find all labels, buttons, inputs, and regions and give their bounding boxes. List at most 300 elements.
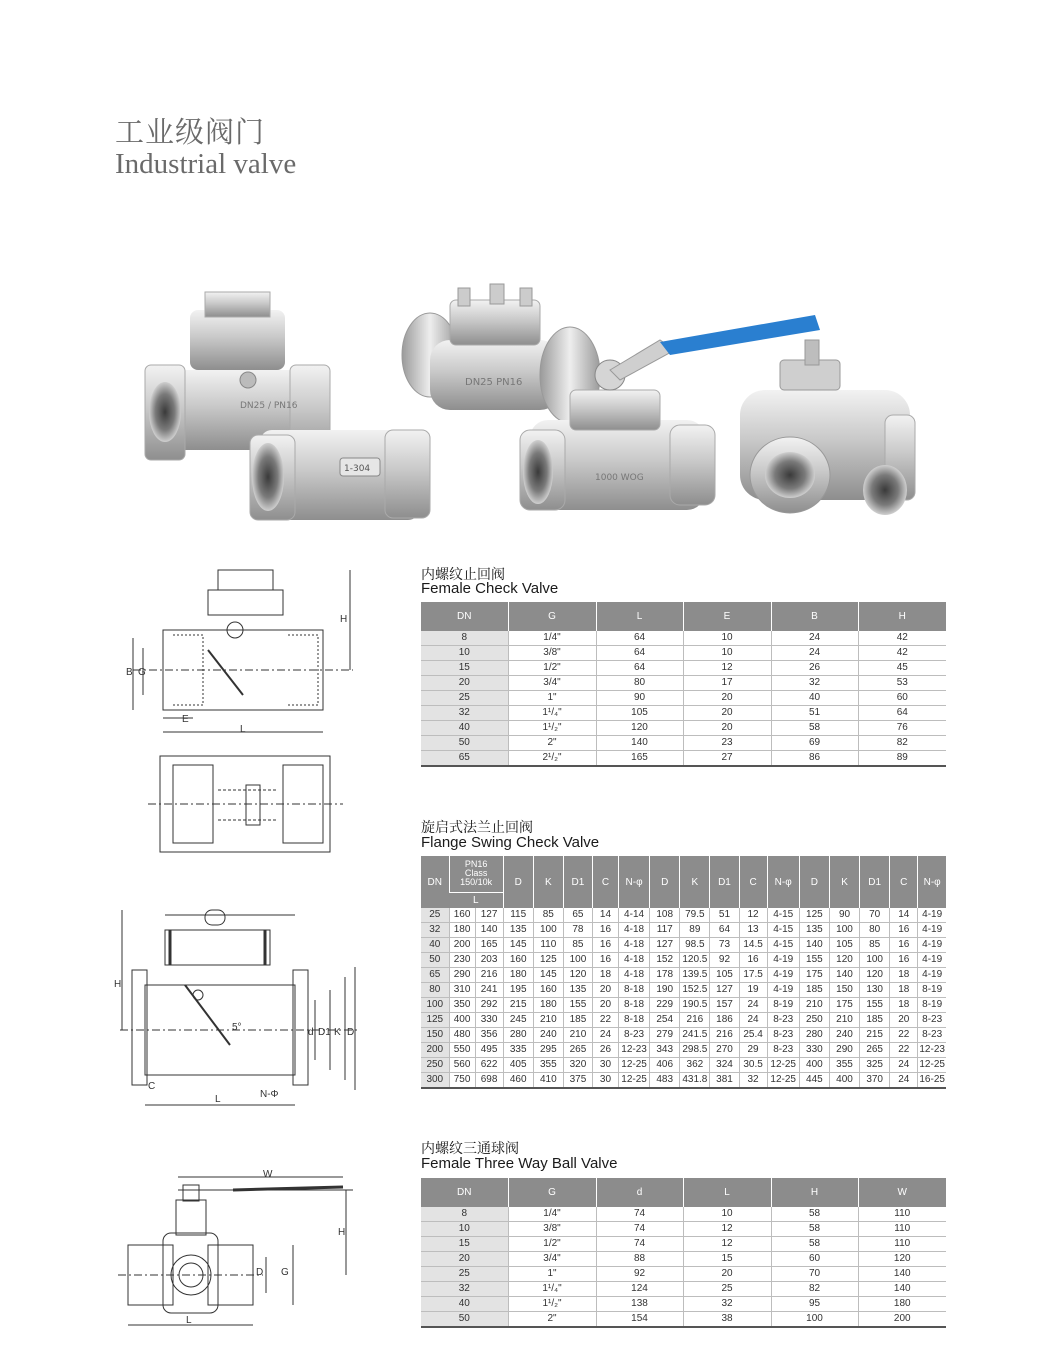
flange-check-cell: 115 [503, 908, 533, 923]
flange-check-cell: 65 [421, 968, 449, 983]
flange-check-cell: 8-23 [918, 1013, 946, 1028]
flange-check-cell: 51 [710, 908, 739, 923]
flange-check-cell: 110 [533, 938, 563, 953]
female-check-cell: 15 [421, 661, 508, 676]
flange-check-cell: 325 [860, 1058, 890, 1073]
flange-check-cell: 550 [449, 1043, 475, 1058]
flange-check-cell: 8-23 [767, 1013, 799, 1028]
flange-check-cell: 127 [650, 938, 680, 953]
female-check-cell: 1¹/₂" [508, 721, 596, 736]
flange-check-cell: 229 [650, 998, 680, 1013]
flange-check-cell: 8-18 [618, 983, 649, 998]
flange-check-cell: 295 [533, 1043, 563, 1058]
female-check-cell: 69 [771, 736, 858, 751]
flange-header-4: N-φ [618, 856, 649, 908]
flange-check-cell: 16 [592, 953, 618, 968]
flange-check-cell: 100 [563, 953, 592, 968]
flange-check-cell: 216 [710, 1028, 739, 1043]
three-way-cell: 1¹/₄" [508, 1282, 596, 1297]
flange-check-cell: 12-25 [618, 1058, 649, 1073]
three-way-cell: 25 [683, 1282, 771, 1297]
flange-check-cell: 80 [860, 923, 890, 938]
flange-check-dim-c: C [148, 1081, 156, 1092]
female_check-header-5: H [858, 602, 946, 631]
female-check-cell: 10 [683, 646, 771, 661]
flange-check-cell: 120 [860, 968, 890, 983]
three-way-cell: 138 [596, 1297, 683, 1312]
page-title-cn: 工业级阀门 [115, 115, 266, 149]
flange-header-class [449, 856, 503, 892]
table-row [421, 691, 946, 706]
flange-check-dim-d-outer: D [347, 1027, 355, 1038]
flange-check-cell: 105 [710, 968, 739, 983]
flange-check-dim-angle: 5° [232, 1022, 242, 1033]
female-check-cell: 53 [858, 676, 946, 691]
flange-check-cell: 26 [592, 1043, 618, 1058]
flange-check-cell: 320 [563, 1058, 592, 1073]
flange-check-cell: 120 [563, 968, 592, 983]
table-row [421, 646, 946, 661]
female-check-cell: 42 [858, 646, 946, 661]
flange-header-l: L [449, 892, 503, 908]
table-row [421, 1297, 946, 1312]
table-row [421, 1073, 946, 1089]
flange-check-cell: 85 [860, 938, 890, 953]
table-row [421, 1252, 946, 1267]
female-check-cell: 32 [421, 706, 508, 721]
three_way-header-0: DN [421, 1178, 508, 1207]
flange-check-cell: 335 [503, 1043, 533, 1058]
table-row [421, 923, 946, 938]
flange-check-cell: 190 [650, 983, 680, 998]
female-check-cell: 64 [858, 706, 946, 721]
flange-check-title-en: Flange Swing Check Valve [421, 834, 600, 851]
flange-check-cell: 20 [890, 1013, 918, 1028]
flange-check-cell: 157 [710, 998, 739, 1013]
flange-check-cell: 8-19 [918, 998, 946, 1013]
female-check-cell: 90 [596, 691, 683, 706]
female-check-cell: 17 [683, 676, 771, 691]
flange-check-cell: 185 [860, 1013, 890, 1028]
flange-check-cell: 355 [829, 1058, 859, 1073]
flange-check-cell: 125 [799, 908, 829, 923]
flange-check-cell: 190.5 [680, 998, 710, 1013]
female-check-cell: 105 [596, 706, 683, 721]
flange-check-cell: 139.5 [680, 968, 710, 983]
female-check-cell: 3/4" [508, 676, 596, 691]
flange-check-cell: 18 [890, 998, 918, 1013]
flange-check-cell: 300 [421, 1073, 449, 1089]
flange-check-cell: 4-19 [767, 983, 799, 998]
table-row [421, 631, 946, 646]
female-check-cell: 86 [771, 751, 858, 767]
flange-check-cell: 22 [890, 1028, 918, 1043]
female-check-cell: 64 [596, 631, 683, 646]
flange-check-cell: 400 [829, 1073, 859, 1089]
three-way-cell: 88 [596, 1252, 683, 1267]
ball-valve-marking: 1000 WOG [595, 473, 644, 483]
flange-check-cell: 180 [449, 923, 475, 938]
three-way-drawing [118, 1165, 358, 1330]
flange-check-cell: 175 [829, 998, 859, 1013]
flange-check-cell: 16 [592, 938, 618, 953]
flange-check-cell: 18 [592, 968, 618, 983]
flange-check-cell: 4-19 [918, 953, 946, 968]
flange-check-cell: 270 [710, 1043, 739, 1058]
three-way-cell: 1" [508, 1267, 596, 1282]
flange-check-cell: 200 [449, 938, 475, 953]
flange-check-cell: 100 [533, 923, 563, 938]
flange-check-cell: 85 [563, 938, 592, 953]
page-title-en: Industrial valve [115, 148, 297, 180]
flange-header-class-bot: 150/10k [460, 877, 493, 888]
flange-check-cell: 290 [449, 968, 475, 983]
female-check-cell: 42 [858, 631, 946, 646]
flange-check-cell: 30.5 [739, 1058, 767, 1073]
three-way-cell: 110 [858, 1222, 946, 1237]
flange-header-class-top: PN16 [464, 859, 488, 870]
table-row [421, 751, 946, 767]
flange-check-cell: 73 [710, 938, 739, 953]
female-check-dim-l: L [240, 724, 246, 735]
flange-check-cell: 24 [592, 1028, 618, 1043]
female_check-header-4: B [771, 602, 858, 631]
three-way-cell: 25 [421, 1267, 508, 1282]
flange-check-cell: 330 [475, 1013, 503, 1028]
female-check-drawing [118, 560, 368, 860]
flange-check-cell: 8-19 [767, 998, 799, 1013]
flange-check-cell: 108 [650, 908, 680, 923]
flange-check-cell: 4-19 [918, 908, 946, 923]
flange-check-cell: 495 [475, 1043, 503, 1058]
flange-header-12: D1 [860, 856, 890, 908]
flange-check-cell: 18 [890, 968, 918, 983]
female-check-dim-g: G [138, 667, 146, 678]
flange-check-cell: 406 [650, 1058, 680, 1073]
three-way-cell: 58 [771, 1207, 858, 1222]
flange-header-7: D1 [710, 856, 739, 908]
flange-check-cell: 4-19 [767, 968, 799, 983]
flange-check-cell: 12-23 [618, 1043, 649, 1058]
flange-check-cell: 405 [503, 1058, 533, 1073]
three-way-cell: 20 [683, 1267, 771, 1282]
female-check-cell: 1" [508, 691, 596, 706]
female-check-cell: 40 [421, 721, 508, 736]
three-way-cell: 12 [683, 1237, 771, 1252]
flange-check-cell: 330 [799, 1043, 829, 1058]
flange-check-cell: 298.5 [680, 1043, 710, 1058]
flange-check-cell: 362 [680, 1058, 710, 1073]
flange-check-cell: 89 [680, 923, 710, 938]
three_way-header-3: L [683, 1178, 771, 1207]
flange-check-cell: 22 [890, 1043, 918, 1058]
flange-check-cell: 24 [890, 1058, 918, 1073]
flange-check-cell: 254 [650, 1013, 680, 1028]
table-row [421, 661, 946, 676]
flange-check-cell: 24 [739, 998, 767, 1013]
female_check-header-3: E [683, 602, 771, 631]
female-check-cell: 1¹/₄" [508, 706, 596, 721]
flange-check-cell: 25.4 [739, 1028, 767, 1043]
flange-check-cell: 29 [739, 1043, 767, 1058]
three-way-title-cn: 内螺纹三通球阀 [421, 1141, 519, 1157]
female-check-cell: 23 [683, 736, 771, 751]
three_way-header-1: G [508, 1178, 596, 1207]
flange-check-cell: 145 [503, 938, 533, 953]
flange-header-10: D [799, 856, 829, 908]
flange-check-cell: 40 [421, 938, 449, 953]
flange-check-cell: 4-18 [618, 953, 649, 968]
flange-check-cell: 24 [739, 1013, 767, 1028]
female-check-dim-h: H [340, 614, 348, 625]
flange-check-cell: 240 [533, 1028, 563, 1043]
flange-check-cell: 140 [475, 923, 503, 938]
three-way-cell: 140 [858, 1267, 946, 1282]
three-way-table [421, 1178, 946, 1328]
three-way-dim-g: G [281, 1267, 289, 1278]
female-check-cell: 25 [421, 691, 508, 706]
flange-check-cell: 245 [503, 1013, 533, 1028]
female-check-cell: 20 [683, 691, 771, 706]
table-row [421, 1267, 946, 1282]
flange-check-cell: 125 [421, 1013, 449, 1028]
three-way-cell: 1/2" [508, 1237, 596, 1252]
female-check-cell: 10 [421, 646, 508, 661]
flange-check-cell: 250 [421, 1058, 449, 1073]
flange-check-cell: 16 [592, 923, 618, 938]
flange-check-cell: 280 [503, 1028, 533, 1043]
female_check-header-1: G [508, 602, 596, 631]
three-way-cell: 3/4" [508, 1252, 596, 1267]
table-row [421, 721, 946, 736]
flange-check-cell: 250 [799, 1013, 829, 1028]
flange-check-cell: 290 [829, 1043, 859, 1058]
flange-header-9: N-φ [767, 856, 799, 908]
flange-header-14: N-φ [918, 856, 946, 908]
flange-check-cell: 215 [860, 1028, 890, 1043]
flange-check-cell: 4-18 [618, 968, 649, 983]
flange-check-cell: 117 [650, 923, 680, 938]
female-check-title-cn: 内螺纹止回阀 [421, 567, 505, 583]
flange-check-cell: 279 [650, 1028, 680, 1043]
inline-check-valve-photo [250, 430, 430, 520]
flange-check-cell: 160 [449, 908, 475, 923]
flange-check-dim-k: K [334, 1027, 341, 1038]
table-row [421, 676, 946, 691]
flange-check-cell: 324 [710, 1058, 739, 1073]
flange-check-cell: 445 [799, 1073, 829, 1089]
flange-check-cell: 16 [739, 953, 767, 968]
flange-check-cell: 79.5 [680, 908, 710, 923]
flange-check-cell: 4-15 [767, 938, 799, 953]
flange-check-cell: 140 [829, 968, 859, 983]
flange-check-cell: 8-19 [918, 983, 946, 998]
flange-check-cell: 16-25 [918, 1073, 946, 1089]
flange-check-marking: DN25 PN16 [465, 377, 523, 388]
flange-header-5: D [650, 856, 680, 908]
table-row [421, 1222, 946, 1237]
flange-check-cell: 135 [503, 923, 533, 938]
flange-check-cell: 175 [799, 968, 829, 983]
flange-check-cell: 178 [650, 968, 680, 983]
flange-header-0: D [503, 856, 533, 908]
three-way-cell: 50 [421, 1312, 508, 1328]
flange-check-cell: 12 [739, 908, 767, 923]
flange-check-table [421, 856, 946, 1089]
three-way-cell: 12 [683, 1222, 771, 1237]
flange-check-cell: 92 [710, 953, 739, 968]
three-way-cell: 140 [858, 1282, 946, 1297]
three_way-header-5: W [858, 1178, 946, 1207]
flange-check-cell: 241.5 [680, 1028, 710, 1043]
flange-check-cell: 135 [563, 983, 592, 998]
table-row [421, 938, 946, 953]
three-way-cell: 74 [596, 1207, 683, 1222]
flange-check-cell: 32 [739, 1073, 767, 1089]
female-check-cell: 20 [421, 676, 508, 691]
three-way-cell: 32 [683, 1297, 771, 1312]
table-row [421, 1013, 946, 1028]
table-row [421, 1043, 946, 1058]
flange-check-cell: 292 [475, 998, 503, 1013]
flange-check-cell: 185 [563, 1013, 592, 1028]
female-check-cell: 50 [421, 736, 508, 751]
three-way-cell: 1¹/₂" [508, 1297, 596, 1312]
table-row [421, 1312, 946, 1328]
flange-check-cell: 64 [710, 923, 739, 938]
flange-check-cell: 265 [860, 1043, 890, 1058]
flange-check-cell: 16 [890, 923, 918, 938]
flange-check-cell: 12-25 [767, 1073, 799, 1089]
flange-check-cell: 431.8 [680, 1073, 710, 1089]
table-row [421, 1237, 946, 1252]
three-way-cell: 92 [596, 1267, 683, 1282]
flange-check-cell: 8-18 [618, 1013, 649, 1028]
flange-check-dim-d1: D1 [318, 1027, 331, 1038]
flange-check-cell: 98.5 [680, 938, 710, 953]
flange-check-cell: 375 [563, 1073, 592, 1089]
table-row [421, 736, 946, 751]
flange-check-cell: 180 [503, 968, 533, 983]
female_check-header-0: DN [421, 602, 508, 631]
flange-check-cell: 160 [503, 953, 533, 968]
flange-check-cell: 4-19 [767, 953, 799, 968]
flange-check-cell: 165 [475, 938, 503, 953]
flange-check-cell: 265 [563, 1043, 592, 1058]
flange-header-11: K [829, 856, 859, 908]
flange-check-cell: 12-23 [918, 1043, 946, 1058]
three-way-cell: 15 [421, 1237, 508, 1252]
female_check-header-2: L [596, 602, 683, 631]
table-row [421, 1028, 946, 1043]
flange-check-cell: 17.5 [739, 968, 767, 983]
flange-check-cell: 400 [799, 1058, 829, 1073]
female-check-cell: 64 [596, 661, 683, 676]
female-check-cell: 58 [771, 721, 858, 736]
flange-check-cell: 100 [829, 923, 859, 938]
flange-check-cell: 152 [650, 953, 680, 968]
flange-check-cell: 8-23 [618, 1028, 649, 1043]
flange-check-cell: 32 [421, 923, 449, 938]
female-check-cell: 3/8" [508, 646, 596, 661]
flange-check-cell: 18 [890, 983, 918, 998]
flange-check-dim-d: d [308, 1027, 314, 1038]
three-way-cell: 20 [421, 1252, 508, 1267]
table-row [421, 983, 946, 998]
female-check-cell: 51 [771, 706, 858, 721]
flange-check-cell: 480 [449, 1028, 475, 1043]
three-way-cell: 1/4" [508, 1207, 596, 1222]
female-check-cell: 12 [683, 661, 771, 676]
flange-check-cell: 560 [449, 1058, 475, 1073]
flange-check-cell: 19 [739, 983, 767, 998]
flange-check-cell: 4-15 [767, 923, 799, 938]
flange-header-1: K [533, 856, 563, 908]
flange-check-cell: 410 [533, 1073, 563, 1089]
flange-check-cell: 622 [475, 1058, 503, 1073]
flange-check-cell: 150 [829, 983, 859, 998]
flange-check-cell: 460 [503, 1073, 533, 1089]
table-row [421, 1282, 946, 1297]
inline-check-marking: 1-304 [344, 464, 371, 474]
three-way-cell: 38 [683, 1312, 771, 1328]
female-check-cell: 65 [421, 751, 508, 767]
female-check-cell: 10 [683, 631, 771, 646]
flange-check-cell: 160 [533, 983, 563, 998]
three-way-dim-l: L [186, 1315, 192, 1326]
flange-check-cell: 90 [829, 908, 859, 923]
three-way-cell: 100 [771, 1312, 858, 1328]
female-check-cell: 2¹/₂" [508, 751, 596, 767]
flange-check-dim-n-phi: N-Φ [260, 1089, 279, 1100]
flange-check-cell: 4-18 [618, 938, 649, 953]
flange-check-cell: 203 [475, 953, 503, 968]
female-check-table [421, 602, 946, 767]
flange-header-class-mid: Class [464, 868, 488, 879]
flange-check-cell: 200 [421, 1043, 449, 1058]
flange-check-cell: 140 [799, 938, 829, 953]
three-way-cell: 180 [858, 1297, 946, 1312]
three-way-cell: 32 [421, 1282, 508, 1297]
flange-check-cell: 4-19 [918, 923, 946, 938]
female-check-cell: 27 [683, 751, 771, 767]
female-check-cell: 24 [771, 631, 858, 646]
flange-check-cell: 100 [421, 998, 449, 1013]
three_way-header-4: H [771, 1178, 858, 1207]
female-check-cell: 80 [596, 676, 683, 691]
flange-check-cell: 155 [860, 998, 890, 1013]
three-way-valve-photo [740, 340, 915, 515]
flange-check-cell: 80 [421, 983, 449, 998]
flange-check-cell: 105 [829, 938, 859, 953]
flange-check-cell: 216 [680, 1013, 710, 1028]
flange-check-cell: 125 [533, 953, 563, 968]
flange-check-cell: 155 [563, 998, 592, 1013]
flange-check-cell: 280 [799, 1028, 829, 1043]
flange-check-cell: 4-19 [918, 938, 946, 953]
flange-check-cell: 100 [860, 953, 890, 968]
table-row [421, 1207, 946, 1222]
product-photo [140, 280, 930, 535]
flange-check-cell: 22 [592, 1013, 618, 1028]
flange-check-cell: 355 [533, 1058, 563, 1073]
flange-check-cell: 185 [799, 983, 829, 998]
female-check-cell: 89 [858, 751, 946, 767]
flange-check-cell: 4-14 [618, 908, 649, 923]
flange-check-cell: 16 [890, 938, 918, 953]
three-way-cell: 70 [771, 1267, 858, 1282]
three-way-cell: 74 [596, 1237, 683, 1252]
